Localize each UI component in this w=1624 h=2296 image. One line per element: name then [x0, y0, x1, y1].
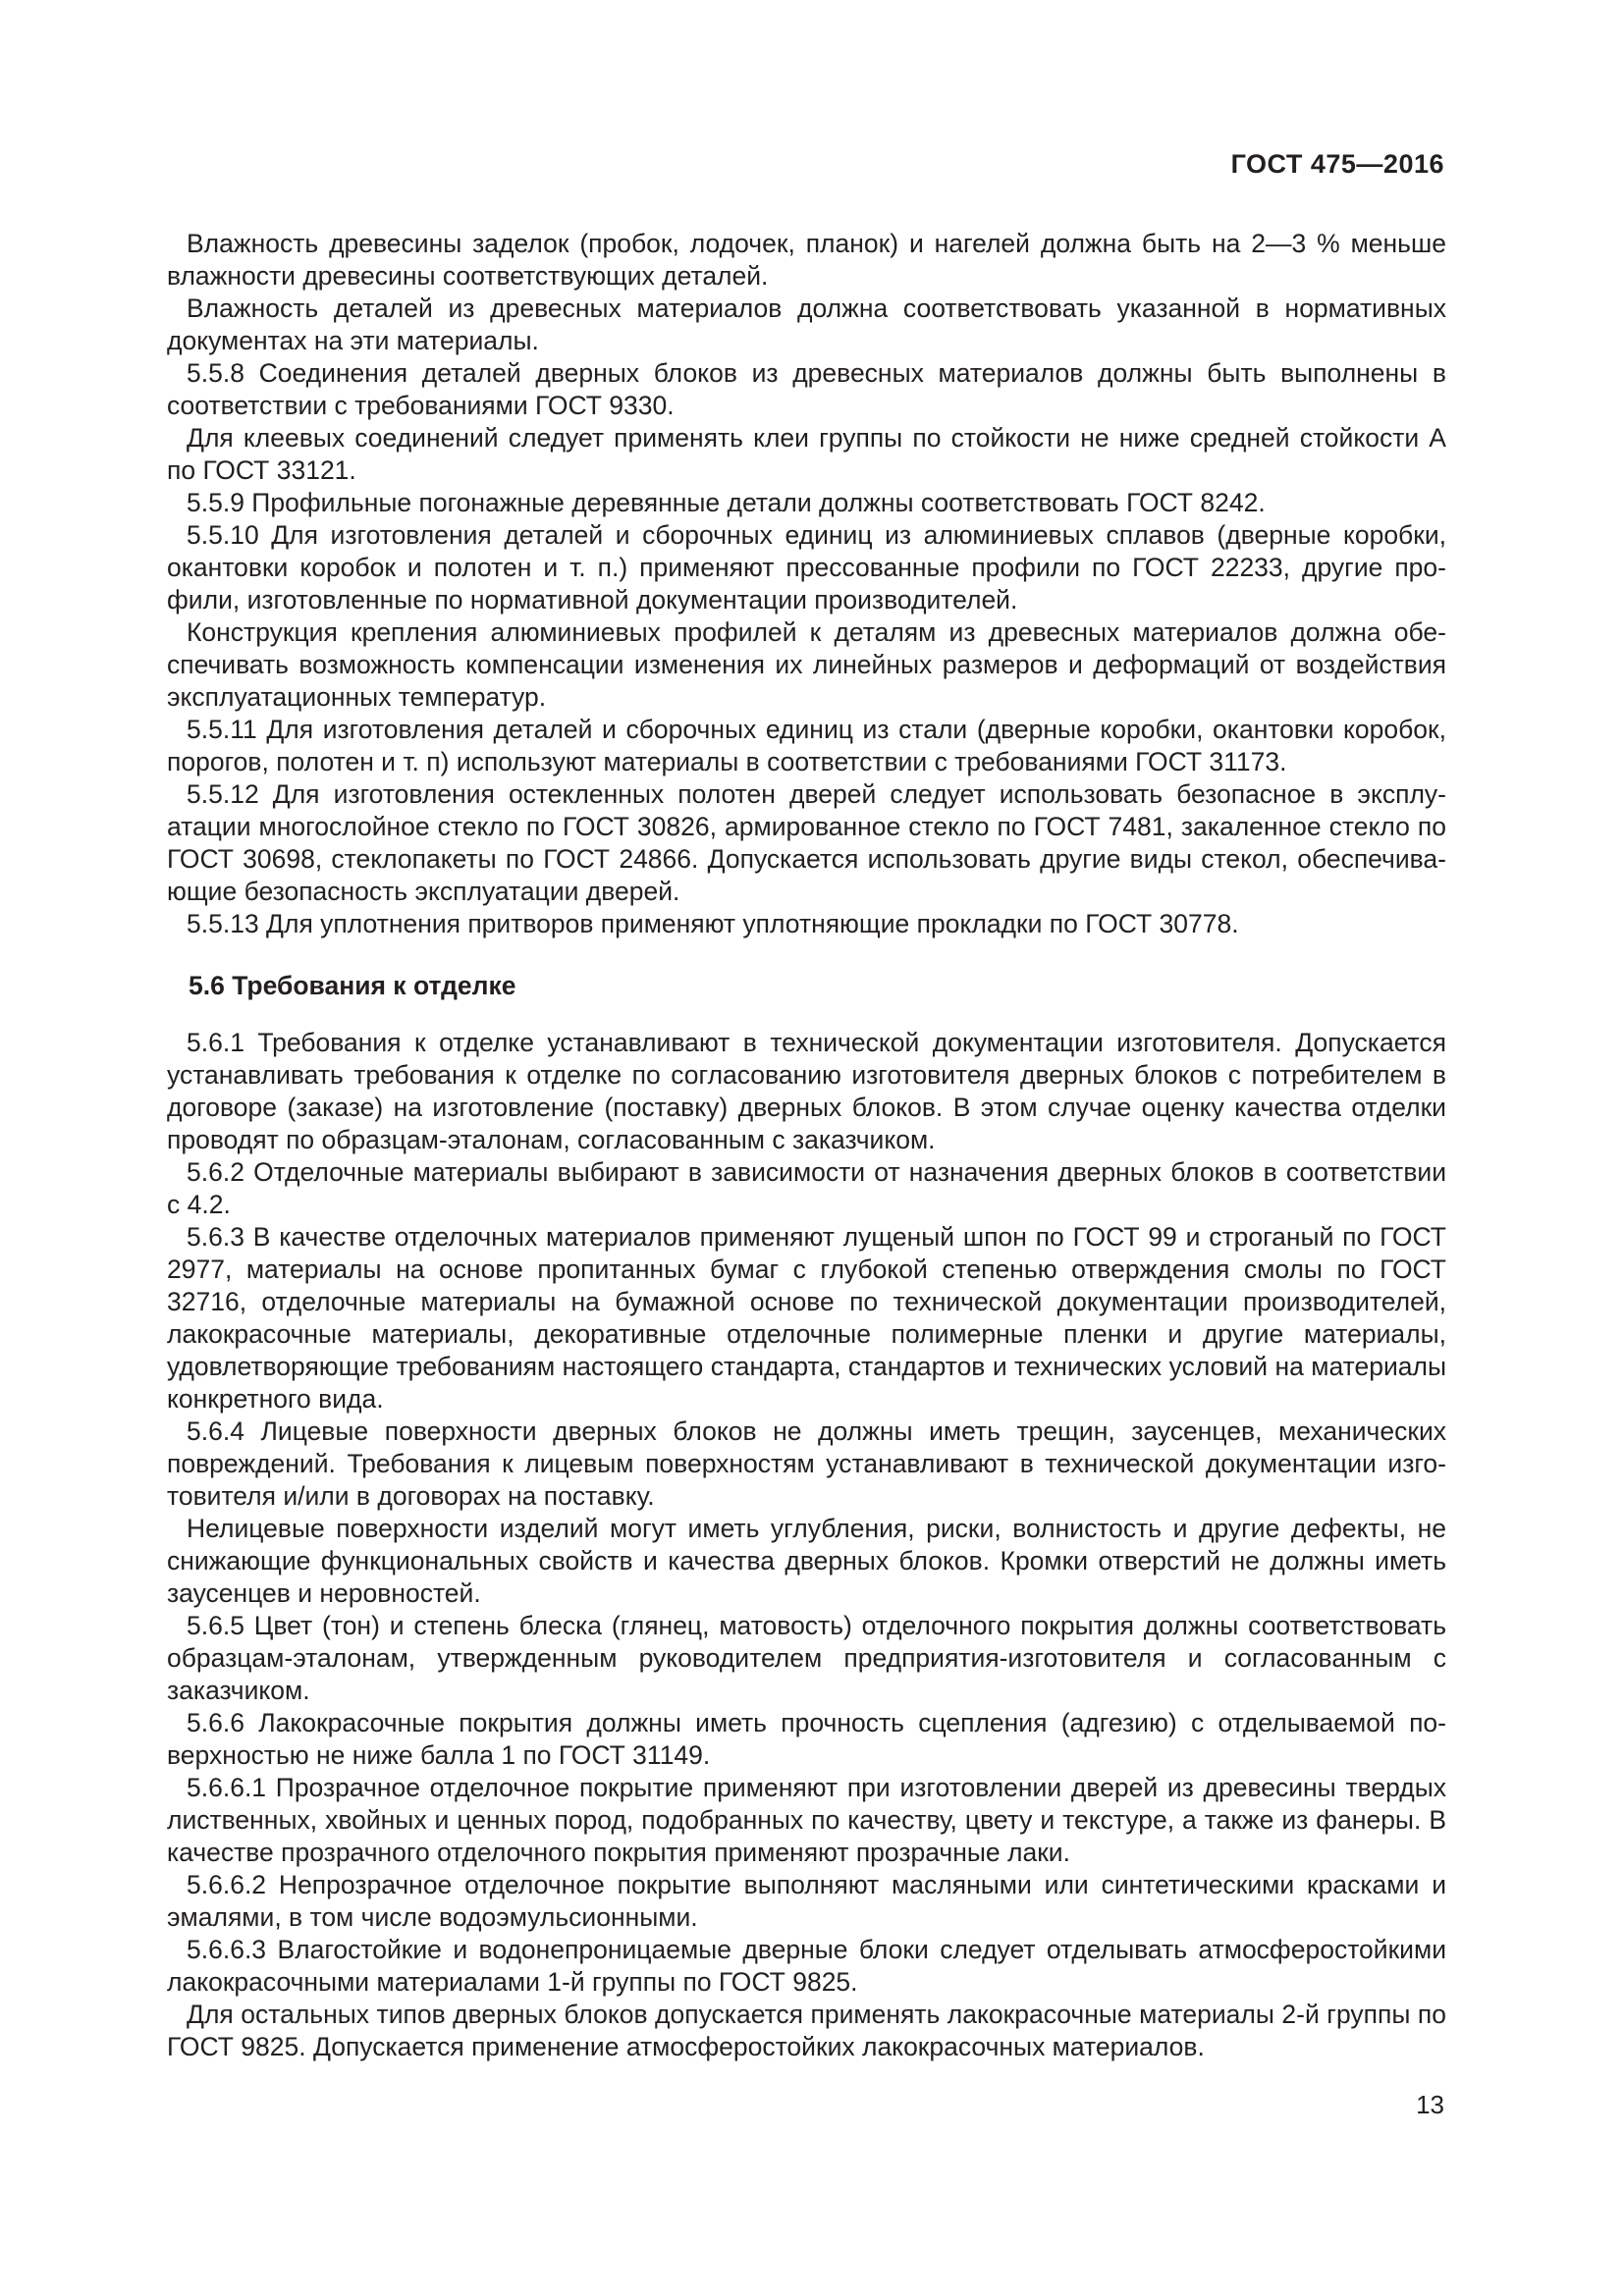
paragraph-5-5-13: 5.5.13 Для уплотнения притворов применяют уплотняющие прокладки по ГОСТ 30778.	[187, 909, 1239, 938]
paragraph-other-door-types: Для остальных типов дверных блоков допускается применять лакокрасочные материалы 2-й группы по ГОСТ 9825. Допускается применение атмосферостойких лакокрасочных материалов.	[167, 2000, 1446, 2061]
paragraph-non-face-surfaces: Нелицевые поверхности изделий могут иметь углубления, риски, волнистость и другие дефекты, не снижающие функциональных свойств и качества дверных блоков. Кромки отверстий не должны иметь заусенцев и неровностей.	[167, 1514, 1446, 1608]
page-body	[167, 228, 1446, 2063]
standard-designation: ГОСТ 475—2016	[1230, 149, 1444, 179]
section-heading-5-6: 5.6 Требования к отделке	[189, 971, 516, 1000]
paragraph-5-6-3: 5.6.3 В качестве отделочных материалов применяют лущеный шпон по ГОСТ 99 и строганый по ГОСТ 2977, материалы на основе пропитанных бумаг с глубокой степенью отверждения смолы по ГОСТ 32716, отделочные материалы на бумажной основе по технической документации производителей, лакокрасочные материалы, декоративные отделочные полимерные пленки и другие материалы, удовлетворяющие требованиям настоящего стандарта, стандартов и технических условий на материалы конкретного вида.	[167, 1222, 1446, 1414]
paragraph-5-5-12: 5.5.12 Для изготовления остекленных полотен дверей следует использовать безопасное в эксплуатации многослойное стекло по ГОСТ 30826, армированное стекло по ГОСТ 7481, закаленное стекло по ГОСТ 30698, стеклопакеты по ГОСТ 24866. Допускается использовать другие виды стекол, обеспечивающие безопасность эксплуатации дверей.	[167, 779, 1446, 906]
paragraph-5-5-11: 5.5.11 Для изготовления деталей и сборочных единиц из стали (дверные коробки, окантовки коробок, порогов, полотен и т. п) используют материалы в соответствии с требованиями ГОСТ 31173.	[167, 715, 1446, 776]
paragraph-5-6-6-3: 5.6.6.3 Влагостойкие и водонепроницаемые дверные блоки следует отделывать атмосферостойкими лакокрасочными материалами 1-й группы по ГОСТ 9825.	[167, 1935, 1446, 1997]
paragraph-5-5-10: 5.5.10 Для изготовления деталей и сборочных единиц из алюминиевых сплавов (дверные коробки, окантовки коробок и полотен и т. п.) применяют прессованные профили по ГОСТ 22233, другие профили, изготовленные по нормативной документации производителей.	[167, 520, 1446, 614]
paragraph-5-6-2: 5.6.2 Отделочные материалы выбирают в зависимости от назначения дверных блоков в соответствии с 4.2.	[167, 1157, 1446, 1219]
paragraph-5-6-6-1: 5.6.6.1 Прозрачное отделочное покрытие применяют при изготовлении дверей из древесины твердых лиственных, хвойных и ценных пород, подобранных по качеству, цвету и текстуре, а также из фанеры. В качестве прозрачного отделочного покрытия применяют прозрачные лаки.	[167, 1773, 1446, 1867]
paragraph-5-6-4: 5.6.4 Лицевые поверхности дверных блоков не должны иметь трещин, заусенцев, механических повреждений. Требования к лицевым поверхностям устанавливают в технической документации изготовителя и/или в договорах на поставку.	[167, 1416, 1446, 1511]
paragraph-glue-joints: Для клеевых соединений следует применять клеи группы по стойкости не ниже средней стойкости А по ГОСТ 33121.	[167, 423, 1446, 485]
paragraph-aluminium-fastening: Конструкция крепления алюминиевых профилей к деталям из древесных материалов должна обеспечивать возможность компенсации изменения их линейных размеров и деформаций от воздействия эксплуатационных температур.	[167, 617, 1446, 712]
paragraph-moisture-inserts: Влажность древесины заделок (пробок, лодочек, планок) и нагелей должна быть на 2—3 % меньше влажности древесины соответствующих деталей.	[167, 229, 1446, 291]
paragraph-5-6-6: 5.6.6 Лакокрасочные покрытия должны иметь прочность сцепления (адгезию) с отделываемой поверхностью не ниже балла 1 по ГОСТ 31149.	[167, 1708, 1446, 1770]
paragraph-5-5-9: 5.5.9 Профильные погонажные деревянные детали должны соответствовать ГОСТ 8242.	[187, 488, 1266, 517]
paragraph-5-6-5: 5.6.5 Цвет (тон) и степень блеска (глянец, матовость) отделочного покрытия должны соответствовать образцам-эталонам, утвержденным руководителем предприятия-изготовителя и согласованным с заказчиком.	[167, 1611, 1446, 1705]
page-number: 13	[1416, 2090, 1444, 2119]
paragraph-5-5-8: 5.5.8 Соединения деталей дверных блоков из древесных материалов должны быть выполнены в соответствии с требованиями ГОСТ 9330.	[167, 358, 1446, 420]
paragraph-5-6-6-2: 5.6.6.2 Непрозрачное отделочное покрытие выполняют масляными или синтетическими красками и эмалями, в том числе водоэмульсионными.	[167, 1870, 1446, 1932]
paragraph-5-6-1: 5.6.1 Требования к отделке устанавливают в технической документации изготовителя. Допускается устанавливать требования к отделке по согласованию изготовителя дверных блоков с потребителем в договоре (заказе) на изготовление (поставку) дверных блоков. В этом случае оценку качества отделки проводят по образцам-эталонам, согласованным с заказчиком.	[167, 1028, 1446, 1154]
paragraph-moisture-wood-materials: Влажность деталей из древесных материалов должна соответствовать указанной в нормативных документах на эти материалы.	[167, 294, 1446, 355]
